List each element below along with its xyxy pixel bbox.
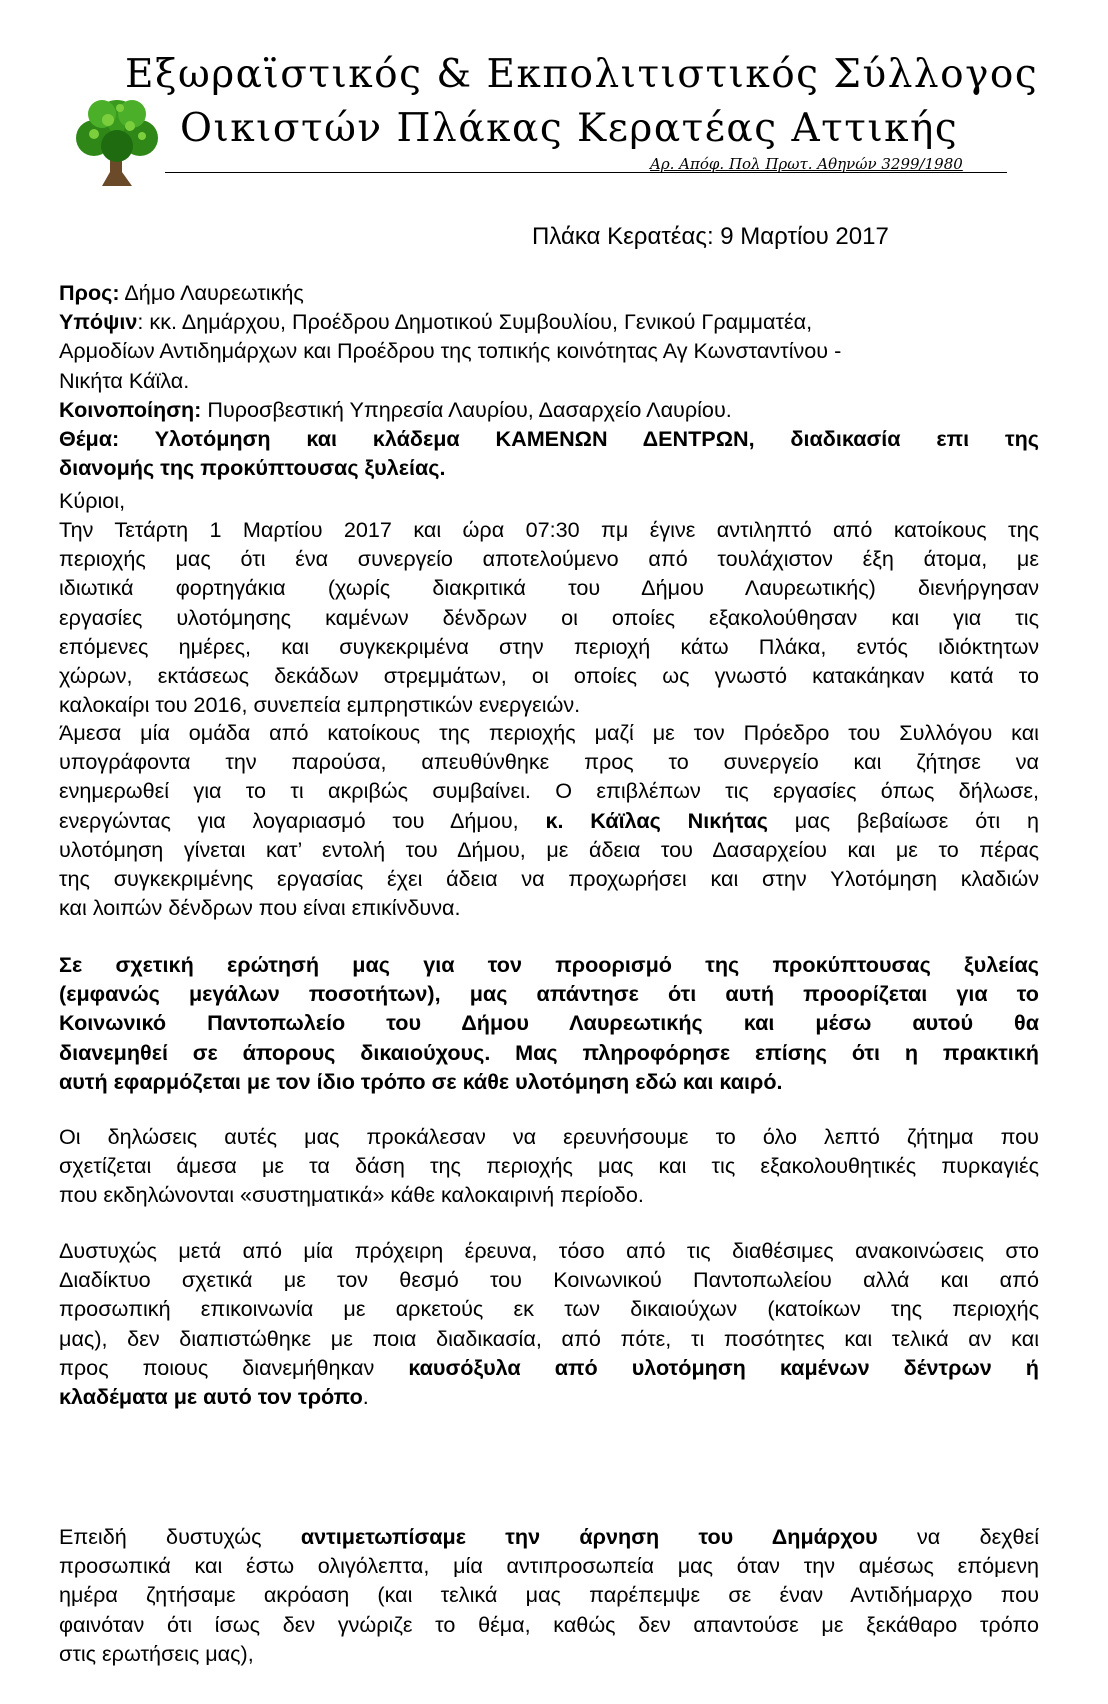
p5-line6-bold: κλαδέματα με αυτό τον τρόπο (59, 1384, 363, 1410)
cc-value-1: : κκ. Δημάρχου, Προέδρου Δημοτικού Συμβουλίου, Γενικού Γραμματέα, (137, 309, 813, 335)
p5-line: μας), δεν διαπιστώθηκε με ποια διαδικασία, από πότε, τι ποσότητες και τελικά αν και (59, 1325, 1039, 1351)
p5-line: Διαδίκτυο σχετικά με τον θεσμό του Κοινωνικού Παντοπωλείου αλλά και από (59, 1267, 1039, 1293)
p2-line (59, 806, 1039, 835)
p1-line: ιδιωτικά φορτηγάκια (χωρίς διακριτικά του Δήμου Λαυρεωτικής) διενήργησαν (59, 575, 1039, 601)
p4-line: που εκδηλώνονται «συστηματικά» κάθε καλοκαιρινή περίοδο. (59, 1182, 644, 1208)
p4-line: Οι δηλώσεις αυτές μας προκάλεσαν να ερευνήσουμε το όλο λεπτό ζήτημα που (59, 1124, 1039, 1149)
p5-line: Δυστυχώς μετά από μία πρόχειρη έρευνα, τόσο από τις διαθέσιμες ανακοινώσεις στο (59, 1238, 1039, 1263)
p6-line (59, 1522, 1039, 1551)
p3-line: διανεμηθεί σε άπορους δικαιούχους. Μας πληροφόρησε επίσης ότι η πρακτική (59, 1039, 1039, 1065)
salutation: Κύριοι, (59, 488, 126, 513)
notify-value: Πυροσβεστική Υπηρεσία Λαυρίου, Δασαρχείο Λαυρίου. (201, 396, 732, 422)
p6-line1-bold: αντιμετωπίσαμε την άρνηση του Δημάρχου (300, 1524, 878, 1549)
p1-line: εργασίες υλοτόμησης καμένων δένδρων οι οποίες εξακολούθησαν και για τις (59, 604, 1039, 630)
p1-line: χώρων, εκτάσεως δεκάδων στρεμμάτων, οι οποίες ως γνωστό κατακάηκαν κατά το (59, 663, 1039, 689)
date-line: Πλάκα Κερατέας: 9 Μαρτίου 2017 (532, 223, 889, 250)
cc-line-3: Νικήτα Κάϊλα. (59, 367, 190, 393)
p1-line: επόμενες ημέρες, και συγκεκριμένα στην περιοχή κάτω Πλάκα, εντός ιδιόκτητων (59, 633, 1039, 659)
subject-line-2: διανομής της προκύπτουσας ξυλείας. (59, 455, 446, 481)
paragraph-3 (59, 950, 1039, 1096)
p5-line: προσωπική επικοινωνία με αρκετούς εκ των δικαιούχων (κατοίκων της περιοχής (59, 1296, 1039, 1322)
recipient-value: Δήμο Λαυρεωτικής (119, 280, 304, 305)
p2-line: και λοιπών δένδρων που είναι επικίνδυνα. (59, 895, 461, 921)
p1-line: Την Τετάρτη 1 Μαρτίου 2017 και ώρα 07:30 πμ έγινε αντιληπτό από κατοίκους της (59, 517, 1039, 542)
p2-line: υπογράφοντα την παρούσα, απευθύνθηκε προς το συνεργείο και ζήτησε να (59, 749, 1039, 775)
paragraph-6 (59, 1522, 1039, 1668)
p6-line: ημέρα ζητήσαμε ακρόαση (και τελικά μας παρέπεμψε σε έναν Αντιδήμαρχο που (59, 1582, 1039, 1608)
letterhead-title-line2: Οικιστών Πλάκας Κερατέας Αττικής (180, 106, 959, 151)
p5-line (59, 1353, 1039, 1382)
p3-line: Κοινωνικό Παντοπωλείο του Δήμου Λαυρεωτικής και μέσω αυτού θα (59, 1010, 1039, 1036)
p2-line: της συγκεκριμένης εργασίας έχει άδεια να προχωρήσει και στην Υλοτόμηση κλαδιών (59, 866, 1039, 892)
letterhead-registration: Αρ. Απόφ. Πολ Πρωτ. Αθηνών 3299/1980 (650, 155, 963, 173)
p2-line: ενημερωθεί για το τι ακριβώς συμβαίνει. Ο επιβλέπων τις εργασίες όπως δήλωσε, (59, 778, 1039, 804)
p5-line (59, 1382, 1039, 1411)
p2-line: Άμεσα μία ομάδα από κατοίκους της περιοχής μαζί με τον Πρόεδρο του Συλλόγου και (59, 720, 1039, 745)
p3-line: (εμφανώς μεγάλων ποσοτήτων), μας απάντησε ότι αυτή προορίζεται για το (59, 981, 1039, 1007)
notify-label: Κοινοποίηση: (59, 396, 202, 422)
p3-line: αυτή εφαρμόζεται με τον ίδιο τρόπο σε κάθε υλοτόμηση εδώ και καιρό. (59, 1068, 783, 1094)
recipient-line (59, 278, 1039, 307)
p6-line1-pre: Επειδή δυστυχώς (59, 1524, 301, 1549)
paragraph-2 (59, 718, 1039, 922)
paragraph-4 (59, 1122, 1039, 1210)
p3-line: Σε σχετική ερώτησή μας για τον προορισμό της προκύπτουσας ξυλείας (59, 952, 1039, 977)
supervisor-name: κ. Κάϊλας Νικήτας (545, 807, 769, 833)
cc-label: Υπόψιν (59, 309, 138, 335)
p5-line5-bold: καυσόξυλα από υλοτόμηση καμένων δέντρων ή (408, 1354, 1039, 1380)
paragraph-1 (59, 515, 1039, 719)
cc-line-2: Αρμοδίων Αντιδημάρχων και Προέδρου της τοπικής κοινότητας Αγ Κωνσταντίνου - (59, 338, 842, 364)
tree-icon (72, 96, 162, 188)
p5-line5-pre: προς ποιους διανεμήθηκαν (59, 1354, 409, 1380)
letterhead-title-line1: Εξωραϊστικός & Εκπολιτιστικός Σύλλογος (125, 52, 1039, 97)
letter-header (59, 278, 1039, 482)
p2-line: υλοτόμηση γίνεται κατ’ εντολή του Δήμου, με άδεια του Δασαρχείου και με το πέρας (59, 836, 1039, 862)
p1-line: καλοκαίρι του 2016, συνεπεία εμπρηστικών ενεργειών. (59, 692, 581, 718)
p2-line4-post: μας βεβαίωσε ότι η (768, 807, 1040, 833)
p4-line: σχετίζεται άμεσα με τα δάση της περιοχής μας και τις εξακολουθητικές πυρκαγιές (59, 1153, 1039, 1179)
notify-line (59, 395, 1039, 424)
recipient-label: Προς: (59, 280, 120, 305)
p6-line1-post: να δεχθεί (877, 1524, 1039, 1549)
cc-line-1 (59, 307, 1039, 336)
subject-line-1: Θέμα: Υλοτόμηση και κλάδεμα ΚΑΜΕΝΩΝ ΔΕΝΤΡΩΝ, διαδικασία επι της (59, 426, 1039, 452)
p6-line: φαινόταν ότι ίσως δεν γνώριζε το θέμα, καθώς δεν απαντούσε με ξεκάθαρο τρόπο (59, 1611, 1039, 1637)
paragraph-5 (59, 1236, 1039, 1411)
subject (59, 424, 1039, 482)
p5-line6-post: . (362, 1384, 369, 1410)
p1-line: περιοχής μας ότι ένα συνεργείο αποτελούμενο από τουλάχιστον έξη άτομα, με (59, 546, 1039, 572)
p6-line: στις ερωτήσεις μας), (59, 1640, 254, 1666)
p6-line: προσωπικά και έστω ολιγόλεπτα, μία αντιπροσωπεία μας όταν την αμέσως επόμενη (59, 1553, 1039, 1579)
p2-line4-pre: ενεργώντας για λογαριασμό του Δήμου, (59, 807, 546, 833)
